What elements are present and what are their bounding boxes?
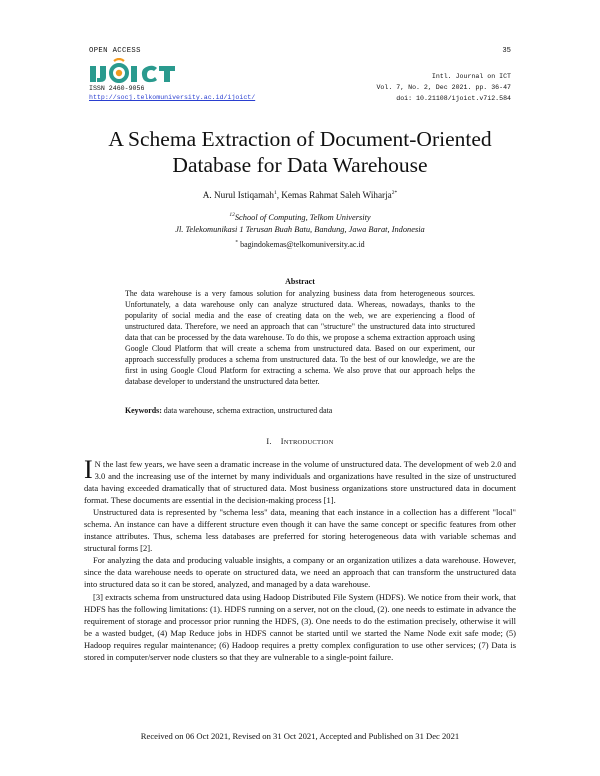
received-footer: Received on 06 Oct 2021, Revised on 31 Oct 2021, Accepted and Published on 31 Dec 2021 — [140, 731, 460, 741]
page-number: 35 — [502, 47, 511, 55]
paper-title: A Schema Extraction of Document-Oriented Database for Data Warehouse — [108, 127, 492, 177]
open-access-label: OPEN ACCESS — [89, 47, 141, 55]
affiliation: $^{12}$School of Computing, Telkom University Jl. Telekomunikasi 1 Terusan Buah Batu, Bandung, Jawa Barat, Indonesia — [175, 212, 425, 234]
journal-name: Intl. Journal on ICT — [431, 73, 511, 80]
journal-doi: doi: 10.21108/ijoict.v7i2.584 — [396, 95, 511, 103]
section-heading: I. INTRODUCTION — [266, 437, 334, 446]
body-text — [84, 455, 516, 663]
journal-info — [376, 71, 511, 105]
paragraph: For analyzing the data and producing valuable insights, a company or an organization utilizes a data warehouse. However, since the data warehouse needs to operate on structured data, we need an approach that can transform the unstructured data into structured data so it can be stored, analyzed, and managed by a data warehouse. — [84, 555, 516, 590]
author-email: * bagindokemas@telkomuniversity.ac.id — [235, 239, 365, 249]
paragraph: [3] extracts schema from unstructured data using Hadoop Distributed File System (HDFS). We notice from their work, that HDFS has the following limitations: (1). HDFS running on a server, not on the cloud, (2). one needs to estimate in advance the requirement of storage and processor prior running the HDFS, (3). One needs to do the estimation precisely, otherwise it will be a wasted budget, (4) Map Reduce jobs in HDFS cannot be started until we started the Name Node exit safe mode; (5) Hadoop requires regular maintenance; (6) Hadoop requires a pretty complex configuration to use other services; (7) Data is stored in computer/server node clusters so that they are vulnerable to a single-point failure. — [84, 591, 516, 662]
journal-logo — [88, 58, 180, 84]
abstract-text: The data warehouse is a very famous solution for analyzing business data from heterogeneous sources. Unfortunately, a data warehouse only can analyze structured data. Whereas, nowadays, thanks to the popularity of social media and the ease of creating data on the web, we are experiencing a flood of unstructured data. Therefore, we need an approach that can "structure" the unstructured data into structured data that can be processed by the data warehouse. To do this, we propose a schema extraction approach using Google Cloud Platform that will create a schema from unstructured data. Based on our experiment, our approach successfully produces a schema from unstructured data. To the best of our knowledge, we are the first in using Google Cloud Platform for extracting a schema. We also prove that our approach helps the database developer to understand the unstructured data better. — [125, 289, 475, 387]
paragraph: I N the last few years, we have seen a dramatic increase in the volume of unstructured data. The development of web 2.0 and 3.0 and the increasing use of the internet by many individuals and organizations have resulted in the size of unstructured data having exceeded dramatically that of structured data. Most business organizations store unstructured data in document format. These documents are essential in the decision-making process [1]. — [84, 455, 516, 506]
author-2: Kemas Rahmat Saleh Wiharja — [281, 190, 392, 200]
authors: A. Nurul Istiqamah$^1$, Kemas Rahmat Saleh Wiharja$^{2*}$ — [202, 189, 398, 200]
paragraph: Unstructured data is represented by "schema less" data, meaning that each instance in a collection has a different "local" schema. An instance can have a different structure even though it can have the same concept or specific features from other instance attributes. Thus, schema less databases are preferred for storing heterogeneous data with variable schemas and structural forms [2]. — [84, 507, 516, 554]
issn: ISSN 2460-9056 — [89, 85, 145, 92]
journal-url-link[interactable]: http://socj.telkomuniversity.ac.id/ijoict/ — [89, 94, 256, 101]
journal-volume: Vol. 7, No. 2, Dec 2021. pp. 36-47 — [376, 84, 511, 92]
author-1: A. Nurul Istiqamah — [202, 190, 274, 200]
drop-cap: I — [84, 455, 93, 484]
abstract-heading: Abstract — [285, 277, 315, 286]
keywords: Keywords: data warehouse, schema extraction, unstructured data — [125, 406, 333, 415]
